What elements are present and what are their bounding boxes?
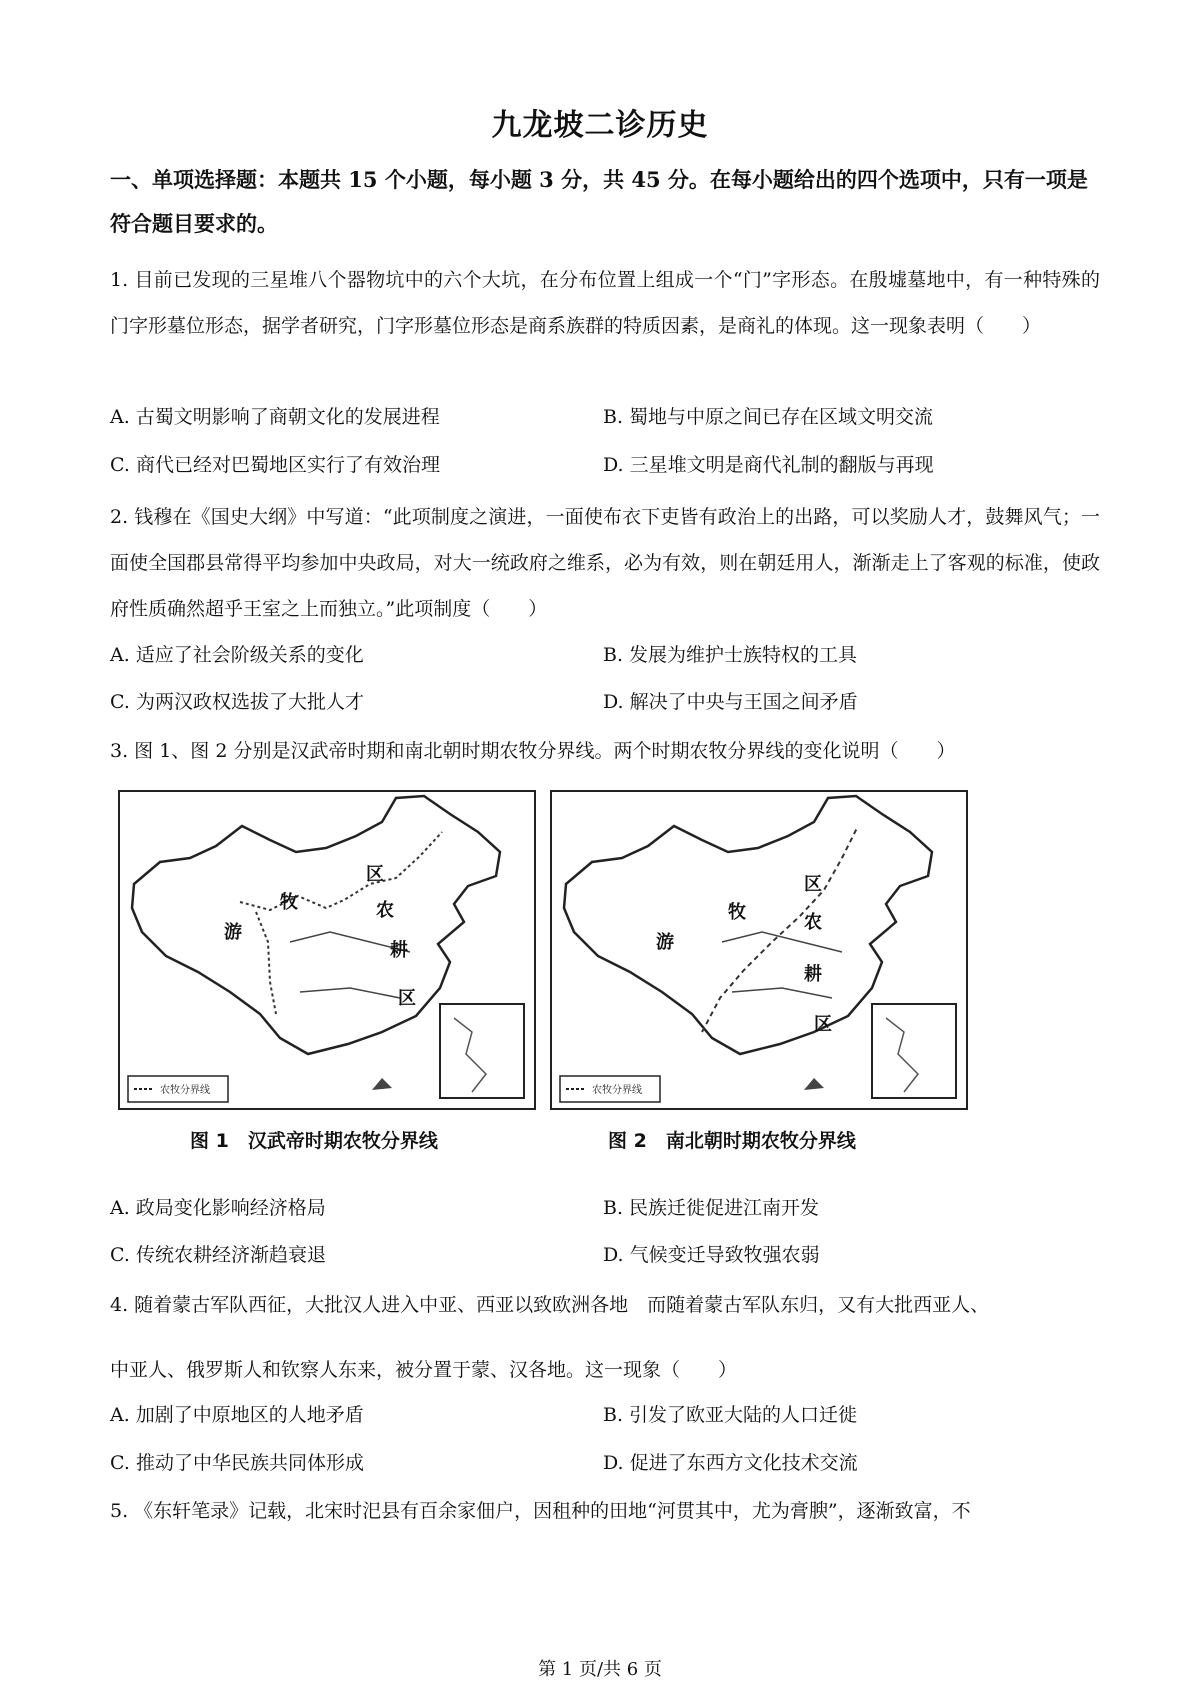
map-2-drawing — [552, 792, 966, 1108]
map-1-label-geng: 耕 — [390, 940, 408, 961]
question-5-stem: 5. 《东轩笔录》记载，北宋时汜县有百余家佃户，因租种的田地“河贯其中，尤为膏腴”，逐渐致富，不 — [110, 1500, 971, 1522]
question-4-option-c: C. 推动了中华民族共同体形成 — [110, 1452, 364, 1474]
question-1-option-a: A. 古蜀文明影响了商朝文化的发展进程 — [110, 406, 440, 428]
map-1-label-you: 游 — [224, 922, 242, 943]
map-2 — [550, 790, 968, 1110]
question-3-option-a: A. 政局变化影响经济格局 — [110, 1197, 326, 1219]
maps-figure — [118, 790, 948, 1170]
question-3-stem: 3. 图 1、图 2 分别是汉武帝时期和南北朝时期农牧分界线。两个时期农牧分界线的变化说明（ ） — [110, 740, 956, 762]
question-2-option-a: A. 适应了社会阶级关系的变化 — [110, 644, 364, 666]
map-2-label-qu-north: 区 — [804, 874, 822, 895]
map-2-label-nong: 农 — [804, 912, 822, 933]
map-2-rivers — [722, 932, 842, 998]
question-1-stem: 1. 目前已发现的三星堆八个器物坑中的六个大坑，在分布位置上组成一个“门”字形态。在殷墟墓地中，有一种特殊的门字形墓位形态，据学者研究，门字形墓位形态是商系族群的特质因素，是商礼的体现。这一现象表明（ ） — [110, 269, 1100, 337]
map-2-island — [804, 1078, 824, 1090]
map-1-drawing — [120, 792, 534, 1108]
map-1-label-qu-south: 区 — [398, 988, 416, 1009]
map-1-island — [372, 1078, 392, 1090]
map-1-label-mu: 牧 — [280, 892, 298, 913]
map-1 — [118, 790, 536, 1110]
question-2-option-d: D. 解决了中央与王国之间矛盾 — [603, 691, 858, 713]
question-2-stem: 2. 钱穆在《国史大纲》中写道：“此项制度之演进，一面使布衣下吏皆有政治上的出路，可以奖励人才，鼓舞风气；一面使全国郡县常得平均参加中央政局，对大一统政府之维系，必为有效，则在朝廷用人，渐渐走上了客观的标准，使政府性质确然超乎王室之上而独立。”此项制度（ ） — [110, 506, 1100, 620]
question-4-option-a: A. 加剧了中原地区的人地矛盾 — [110, 1404, 364, 1426]
question-4-option-d: D. 促进了东西方文化技术交流 — [603, 1452, 858, 1474]
map-1-boundary-line — [240, 832, 442, 910]
page-title: 九龙坡二诊历史 — [491, 108, 709, 143]
map-2-boundary-line — [702, 826, 858, 1032]
map-2-label-you: 游 — [656, 932, 674, 953]
map-2-inset — [872, 1004, 956, 1098]
question-3-option-c: C. 传统农耕经济渐趋衰退 — [110, 1244, 326, 1266]
map-1-label-qu-north: 区 — [366, 864, 384, 885]
map-1-legend-label: 农牧分界线 — [160, 1085, 210, 1096]
question-4-option-b: B. 引发了欧亚大陆的人口迁徙 — [603, 1404, 858, 1426]
map-1-label-nong: 农 — [376, 900, 394, 921]
map-2-label-geng: 耕 — [804, 964, 822, 985]
map-1-boundary-line-south — [256, 912, 276, 1014]
map-2-legend-label: 农牧分界线 — [592, 1085, 642, 1096]
question-4-stem-line1: 4. 随着蒙古军队西征，大批汉人进入中亚、西亚以致欧洲各地 而随着蒙古军队东归，又有大批西亚人、 — [110, 1294, 990, 1316]
map-2-label-qu-south: 区 — [814, 1014, 832, 1035]
question-2-option-c: C. 为两汉政权选拔了大批人才 — [110, 691, 364, 713]
question-2-option-b: B. 发展为维护士族特权的工具 — [603, 644, 858, 666]
map-2-caption: 图 2 南北朝时期农牧分界线 — [608, 1130, 856, 1152]
section-header: 一、单项选择题：本题共 15 个小题，每小题 3 分，共 45 分。在每小题给出的四个选项中，只有一项是符合题目要求的。 — [110, 167, 1088, 236]
question-1-option-d: D. 三星堆文明是商代礼制的翻版与再现 — [603, 454, 934, 476]
map-2-label-mu: 牧 — [728, 902, 746, 923]
question-3-option-d: D. 气候变迁导致牧强农弱 — [603, 1244, 820, 1266]
question-1-option-c: C. 商代已经对巴蜀地区实行了有效治理 — [110, 454, 440, 476]
question-4-stem-line2: 中亚人、俄罗斯人和钦察人东来，被分置于蒙、汉各地。这一现象（ ） — [110, 1359, 738, 1381]
question-3-option-b: B. 民族迁徙促进江南开发 — [603, 1197, 820, 1219]
map-1-caption: 图 1 汉武帝时期农牧分界线 — [190, 1130, 438, 1152]
map-1-inset — [440, 1004, 524, 1098]
page-footer: 第 1 页/共 6 页 — [538, 1659, 662, 1680]
question-1-option-b: B. 蜀地与中原之间已存在区域文明交流 — [603, 406, 934, 428]
